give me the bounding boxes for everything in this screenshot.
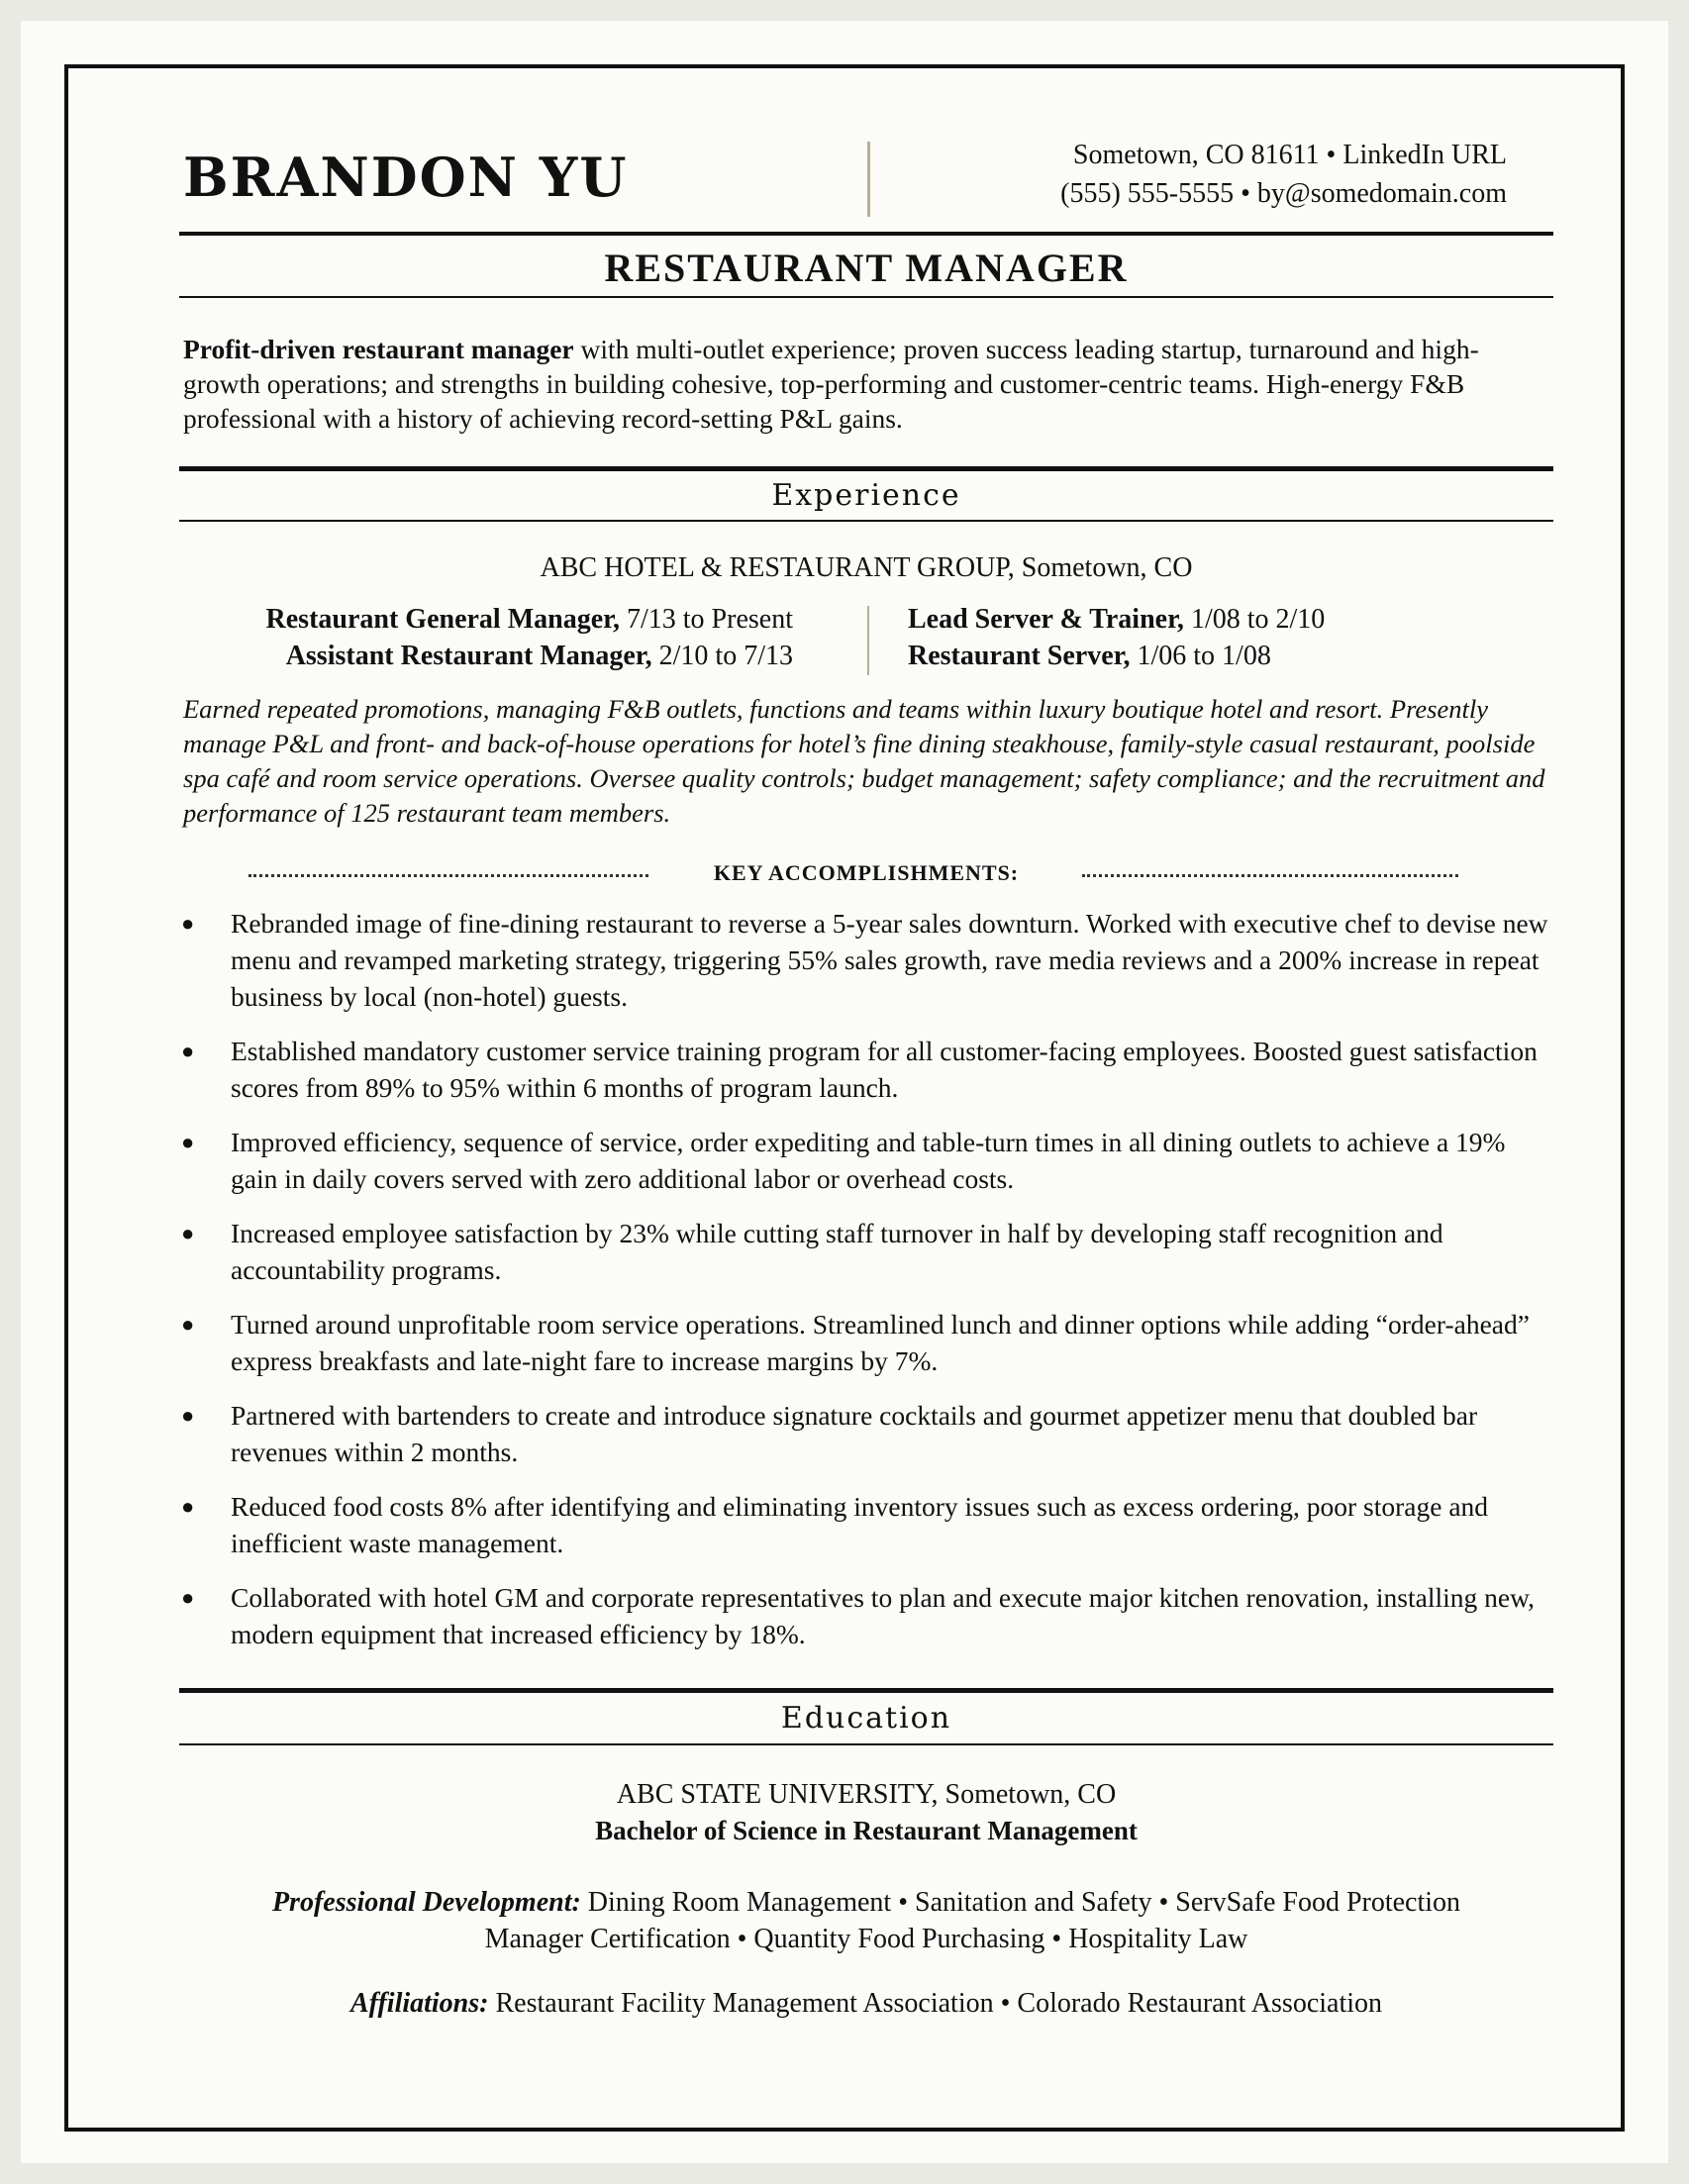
role-dates: 1/08 to 2/10 (1183, 604, 1326, 635)
experience-heading: Experience (771, 478, 961, 513)
accomplishment-text: Collaborated with hotel GM and corporate representatives to plan and execute major kitchen renovation, installing new, modern equipment that increased efficiency by 18%. (231, 1582, 1536, 1649)
employer-name: ABC HOTEL & RESTAURANT GROUP (540, 552, 1008, 583)
bullet-icon: ● (181, 1494, 195, 1519)
list-item (179, 1397, 1553, 1470)
accomplishment-text: Established mandatory customer service training program for all customer-facing employees. Boosted guest satisfaction scores from 89% to 95% within 6 months of program launch. (231, 1036, 1538, 1103)
role-server (908, 641, 1502, 672)
accomplishment-text: Turned around unprofitable room service operations. Streamlined lunch and dinner options while adding “order-ahead” express breakfasts and late-night fare to increase margins by 7%. (231, 1309, 1530, 1376)
bullet-icon: ● (181, 1312, 195, 1337)
accomplishment-text: Increased employee satisfaction by 23% while cutting staff turnover in half by developing staff recognition and accountability programs. (231, 1218, 1443, 1285)
key-accomplishments-heading: KEY ACCOMPLISHMENTS: (713, 860, 1020, 885)
education-rule-top (179, 1688, 1553, 1693)
accomplishment-text: Rebranded image of fine-dining restaurant to reverse a 5-year sales downturn. Worked with executive chef to devise new menu and revamped marketing strategy, triggering 55% sales growth, rave media reviews and a 200% increase in repeat business by local (non-hotel) guests. (231, 908, 1548, 1012)
bullet-icon: ● (181, 1039, 195, 1063)
education-heading: Education (780, 1701, 952, 1736)
job-title: RESTAURANT MANAGER (604, 246, 1129, 290)
affiliations (179, 1985, 1553, 2022)
list-item (179, 1215, 1553, 1288)
school-location: , Sometown, CO (931, 1779, 1117, 1810)
contact-line-1: Sometown, CO 81611 • LinkedIn URL (1072, 140, 1507, 170)
professional-development-line-1 (179, 1884, 1553, 1921)
accomplishment-text: Improved efficiency, sequence of service, order expediting and table-turn times in all dining outlets to achieve a 19% gain in daily covers served with zero additional labor or overhead costs. (231, 1127, 1506, 1194)
degree: Bachelor of Science in Restaurant Management (595, 1816, 1138, 1845)
list-item (179, 1488, 1553, 1561)
experience-description: Earned repeated promotions, managing F&B outlets, functions and teams within luxury boutique hotel and resort. Presently manage P&L and front- and back-of-house operations for hotel’s fine dining steakhouse, family-style casual restaurant, poolside spa café and room service operations. Oversee quality controls; budget management; safety compliance; and the recruitment and performance of 125 restaurant team members. (183, 694, 1545, 828)
experience-rule-bottom (179, 520, 1553, 522)
list-item (179, 1033, 1553, 1106)
employer (179, 552, 1553, 584)
affiliations-label: Affiliations: (349, 1988, 489, 2019)
role-title: Assistant Restaurant Manager, (285, 641, 652, 671)
professional-development-line-2: Manager Certification • Quantity Food Purchasing • Hospitality Law (484, 1924, 1248, 1954)
prof-dev-label: Professional Development: (271, 1887, 581, 1918)
experience-rule-top (179, 466, 1553, 471)
list-item (179, 1579, 1553, 1652)
bullet-icon: ● (181, 911, 195, 936)
bullet-icon: ● (181, 1403, 195, 1428)
school-name: ABC STATE UNIVERSITY (616, 1779, 932, 1810)
title-rule-bottom (179, 296, 1553, 298)
contact-line-2: (555) 555-5555 • by@somedomain.com (1060, 178, 1507, 209)
header-divider (867, 142, 870, 217)
accomplishments-list (179, 905, 1553, 1670)
bullet-icon: ● (181, 1221, 195, 1245)
summary-lead: Profit-driven restaurant manager (183, 334, 574, 364)
bullet-icon: ● (181, 1585, 195, 1610)
bullet-icon: ● (181, 1130, 195, 1154)
list-item (179, 905, 1553, 1015)
role-dates: 2/10 to 7/13 (651, 641, 793, 671)
title-rule-top (179, 232, 1553, 236)
role-assistant-manager (199, 641, 793, 672)
list-item (179, 1306, 1553, 1379)
role-general-manager (199, 604, 793, 636)
employer-location: , Sometown, CO (1007, 552, 1193, 583)
role-dates: 1/06 to 1/08 (1130, 641, 1271, 671)
dotted-rule-right (1082, 874, 1458, 877)
role-dates: 7/13 to Present (620, 604, 793, 635)
affiliations-items: Restaurant Facility Management Association • Colorado Restaurant Association (488, 1988, 1383, 2019)
summary-text: with multi-outlet experience; proven success leading startup, turnaround and high-growth operations; and strengths in building cohesive, top-performing and customer-centric teams. High-energy F&B professional with a history of achieving record-setting P&L gains. (183, 334, 1479, 434)
role-title: Restaurant Server, (908, 641, 1131, 671)
education-rule-bottom (179, 1743, 1553, 1745)
professional-summary (183, 332, 1553, 436)
school (179, 1776, 1553, 1813)
role-title: Restaurant General Manager, (265, 604, 620, 635)
accomplishment-text: Partnered with bartenders to create and introduce signature cocktails and gourmet appetizer menu that doubled bar revenues within 2 months. (231, 1400, 1478, 1467)
role-lead-server (908, 604, 1502, 636)
candidate-name: BRANDON YU (183, 146, 629, 209)
list-item (179, 1124, 1553, 1197)
accomplishment-text: Reduced food costs 8% after identifying and eliminating inventory issues such as excess ordering, poor storage and inefficient waste management. (231, 1491, 1489, 1558)
role-title: Lead Server & Trainer, (908, 604, 1184, 635)
prof-dev-items-1: Dining Room Management • Sanitation and Safety • ServSafe Food Protection (580, 1887, 1461, 1918)
roles-divider (867, 606, 869, 675)
resume-page (21, 21, 1668, 2163)
